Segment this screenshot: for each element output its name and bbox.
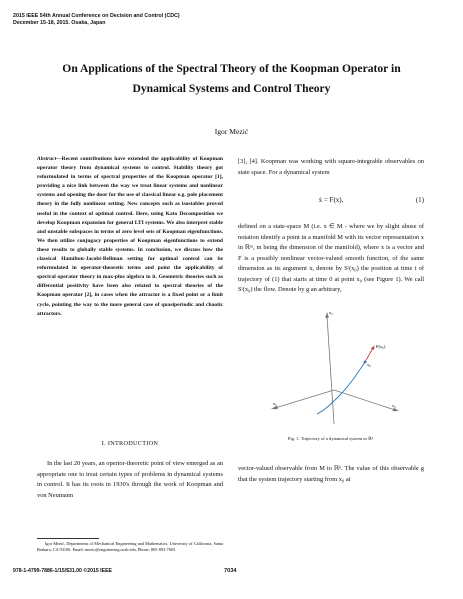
vector-field-arrowhead: [371, 346, 375, 350]
paper-title-line2: Dynamical Systems and Control Theory: [132, 82, 331, 95]
conference-date: December 15-18, 2015. Osaka, Japan: [13, 20, 106, 26]
equation-number: (1): [415, 196, 424, 204]
section-heading: I. INTRODUCTION: [101, 440, 159, 447]
right-paragraph-1: [3], [4]. Koopman was working with square-integrable observables on state space. For a dynamical system: [238, 158, 424, 176]
abstract-text: —Recent contributions have extended the applicability of Koopman operator theory from dynamical systems to control. Stability theory got reformulated in terms of spectral properties of the Koopman operator [1], providing a nice link between the way we treat linear systems and nonlinear systems and opening the door for the use of classical linear e.g. pole placement theory in the fully nonlinear setting. New concepts such as isostables proved useful in the context of optimal control. Here, using Kato Decomposition we develop Koopman expansion for general LTI systems. We also interpret stable and unstable subspaces in terms of zero level sets of Koopman eigenfunctions. We then utilize conjugacy properties of Koopman eigenfunctions to extend these results to globally stable systems. In conclusion, we discuss how the classical Hamilton-Jacobi-Bellman setting for optimal control can be reformulated in operator-theoretic terms and point the applicability of spectral operator theory in max-plus algebra to it. Geometric theories such as differential positivity have been also related to spectral theories of the Koopman operator [2], in cases when the attractor is a fixed point or a limit cycle, pointing the way to the more general case of quasiperiodic and chaotic attractors.: [37, 156, 223, 317]
abstract-lead: Abstract: [37, 156, 57, 162]
page-number: 7034: [224, 568, 237, 574]
vector-field-label: F(x₀): [376, 344, 386, 349]
trajectory-figure: [259, 304, 409, 430]
intro-paragraph: In the last 20 years, an opertor-theoretic point of view emerged as an appropriate one to treat certain types of problems in dynamical systems in control. It has its roots in 1930's through the work of Koopman and von Neumann: [37, 460, 223, 499]
x2-arrowhead: [393, 408, 399, 412]
x2-axis: [334, 390, 395, 410]
conference-name: 2015 IEEE 54th Annual Conference on Decision and Control (CDC): [13, 13, 180, 19]
x0-label: x₀: [367, 362, 371, 367]
abstract: [37, 155, 223, 319]
x2-label: x₂: [392, 403, 396, 408]
footnote: Igor Mezić, Departments of Mechanical Engineering and Mathematics, University of California, Santa Barbara, CA 93106. Email: mezic@engineering.ucsb.edu, Phone: 805-893-7603: [37, 541, 223, 552]
right-paragraph-3: vector-valued observable from M to ℝᵏ. The value of this observable g that the system trajectory starting from x₀ at: [238, 465, 424, 483]
x3-label: x₃: [329, 310, 333, 315]
x3-axis: [327, 316, 334, 424]
author-name: Igor Mezić: [214, 127, 249, 136]
equation-body: ẋ = F(x),: [318, 196, 344, 204]
paper-title-line1: On Applications of the Spectral Theory of the Koopman Operator in: [62, 62, 401, 75]
vector-field-arrow: [365, 348, 373, 362]
figure-caption: Fig. 1. Trajectory of a dynamical system in ℝ³.: [287, 436, 375, 441]
x1-arrowhead: [271, 406, 278, 410]
right-paragraph-2: defined on a state-space M (i.e. x ∈ M - where we by slight abuse of notation identify a point in a manifold M with its vector representation x in ℝᵐ, m being the dimension of the manifold), where x is a vector and F is a possibly nonlinear vector-valued smooth function, of the same dimension as its argument x, denote by Sᵗ(x₀) the position at time t of trajectory of (1) that starts at time 0 at point x₀ (see Figure 1). We call Sᵗ(x₀) the flow. Denote by g an arbitrary,: [238, 223, 424, 293]
trajectory-curve: [317, 362, 365, 414]
x1-axis: [275, 390, 334, 408]
x1-label: x₁: [273, 401, 277, 406]
footnote-rule: [37, 538, 99, 539]
isbn-copyright: 978-1-4799-7886-1/15/$31.00 ©2015 IEEE: [13, 568, 113, 574]
conference-header: [13, 13, 180, 27]
